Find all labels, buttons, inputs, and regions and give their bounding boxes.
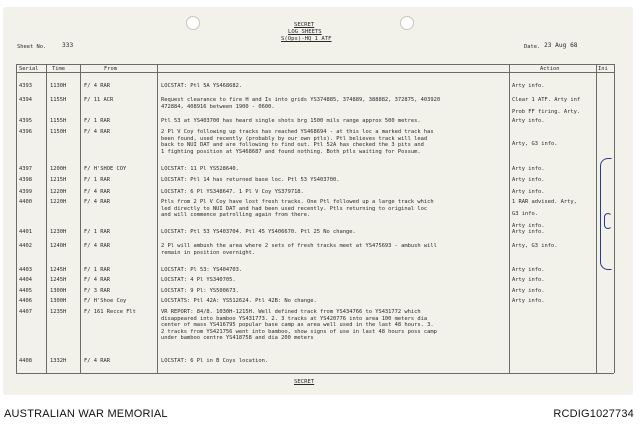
entry-action: Arty info.: [512, 118, 545, 124]
entry-text-line: disappeared into bamboo YS431773. 2. 3 tracks at YS420776 into area 100 meters dia: [161, 315, 428, 322]
entry-action: Arty info.: [512, 277, 545, 283]
entry-serial: 4394: [19, 97, 32, 103]
entry-serial: 4407: [19, 309, 32, 315]
entry-time: 1245H: [50, 277, 67, 283]
entry-serial: 4395: [19, 118, 32, 124]
col-rule: [80, 64, 81, 373]
entry-serial: 4400: [19, 199, 32, 205]
entry-serial: 4402: [19, 243, 32, 249]
entry-action: Arty info.: [512, 298, 545, 304]
entry-from: F/ 1 RAR: [84, 177, 110, 183]
entry-text-line: back to NUI DAT and are following to find out. Ptl 52A has checked the 3 pits and: [161, 142, 424, 149]
entry-from: F/ 4 RAR: [84, 83, 110, 89]
handwritten-numeral-mark: [604, 213, 612, 229]
entry-from: F/ 4 RAR: [84, 243, 110, 249]
entry-time: 1332H: [50, 358, 67, 364]
entry-text-line: led directly to NUI DAT and had been used recently. Ptls returning to original loc: [161, 205, 428, 212]
table-bottom-rule: [16, 373, 614, 374]
entry-text-line: LOCSTAT: 6 Pl in B Coys location.: [161, 358, 269, 364]
sheet-subtitle: S(Ops)-HQ 1 ATF: [281, 36, 332, 42]
entry-from: F/ 11 ACR: [84, 97, 114, 103]
entry-time: 1155H: [50, 97, 67, 103]
entry-time: 1230H: [50, 229, 67, 235]
entry-from: F/ 3 RAR: [84, 288, 110, 294]
date-label: Date.: [524, 44, 541, 50]
entry-action: Arty info.: [512, 83, 545, 89]
entry-serial: 4398: [19, 177, 32, 183]
entry-time: 1220H: [50, 199, 67, 205]
entry-text-line: LOCSTAT: 9 Pl: YS500673.: [161, 288, 239, 294]
col-rule: [509, 64, 510, 373]
entry-text-line: LOCSTATS: Ptl 42A: YS512624. Ptl 42B: No change.: [161, 298, 317, 304]
entry-serial: 4406: [19, 298, 32, 304]
entry-text-line: remain in position overnight.: [161, 249, 256, 256]
entry-from: F/ 4 RAR: [84, 277, 110, 283]
entry-time: 1245H: [50, 267, 67, 273]
entry-text-line: 472884, 408916 between 1900 - 0600.: [161, 103, 275, 110]
entry-from: F/ 4 RAR: [84, 199, 110, 205]
entry-time: 1235H: [50, 309, 67, 315]
sheet-no-label: Sheet No.: [17, 44, 47, 50]
entry-time: 1150H: [50, 129, 67, 135]
entry-from: F/ H'SHOE COY: [84, 166, 127, 172]
date-value: 23 Aug 68: [544, 42, 578, 49]
entry-serial: 4393: [19, 83, 32, 89]
entry-text-line: LOCSTAT: Pl 53: YS404703.: [161, 267, 243, 273]
col-rule: [157, 64, 158, 373]
entry-serial: 4396: [19, 129, 32, 135]
entry-action: Prob FF firing. Arty.: [512, 109, 581, 115]
col-header-ini: Ini: [598, 66, 608, 72]
entry-serial: 4401: [19, 229, 32, 235]
entry-text-line: 2 Pl will ambush the area where 2 sets of fresh tracks meet at YS475693 - ambush will: [161, 243, 437, 249]
col-rule: [46, 64, 47, 373]
punch-hole: [186, 16, 200, 30]
entry-action: G3 info.: [512, 211, 538, 217]
entry-time: 1130H: [50, 83, 67, 89]
classification-bottom: SECRET: [294, 379, 315, 385]
entry-from: F/ 4 RAR: [84, 189, 110, 195]
entry-text-line: VR REPORT: 84/8. 1030H-1215H. Well defined track from YS434766 to YS431772 which: [161, 309, 421, 315]
entry-serial: 4397: [19, 166, 32, 172]
entry-text-line: 2 Pl V Coy following up tracks has reached YS468694 - at this loc a marked track has: [161, 129, 434, 135]
entry-text-line: 1 fighting position at YS468687 and found nothing. Both ptls waiting for Possum.: [161, 148, 421, 155]
col-header-action: Action: [540, 66, 560, 72]
entry-action: Arty, G3 info.: [512, 141, 558, 147]
punch-hole: [400, 16, 414, 30]
entry-action: Arty info.: [512, 166, 545, 172]
entry-time: 1240H: [50, 243, 67, 249]
entry-text-line: and will commence patrolling again from there.: [161, 212, 311, 219]
entry-action: Arty info.: [512, 229, 545, 235]
entry-text-line: LOCSTAT: Ptl 5A YS468682.: [161, 83, 243, 89]
entry-from: F/ H'Shoe Coy: [84, 298, 127, 304]
col-rule: [16, 64, 17, 373]
table-top-rule: [16, 64, 614, 65]
entry-from: F/ 1 RAR: [84, 267, 110, 273]
sheet-no-value: 333: [62, 42, 74, 49]
entry-text-line: Request clearance to fire H and Is into grids YS374885, 374889, 388882, 372875, 403920: [161, 97, 441, 103]
entry-text-line: Ptl 53 at YS403700 has heard single shots brg 1500 mils range approx 500 metres.: [161, 118, 421, 124]
entry-text-line: under bamboo centre YS418758 and dia 200 meters: [161, 335, 314, 342]
entry-action: Arty info.: [512, 189, 545, 195]
entry-text-line: 2 tracks from YS421756 went into bamboo, show signs of use in last 48 hours poss camp: [161, 328, 437, 335]
entry-time: 1155H: [50, 118, 67, 124]
entry-serial: 4399: [19, 189, 32, 195]
col-rule: [596, 64, 597, 373]
entry-time: 1215H: [50, 177, 67, 183]
entry-time: 1200H: [50, 166, 67, 172]
entry-action: Arty, G3 info.: [512, 243, 558, 249]
entry-text-line: LOCSTAT: 11 Pl YS528640.: [161, 166, 239, 172]
archive-footer-right: RCDIG1027734: [553, 408, 634, 420]
entry-time: 1300H: [50, 298, 67, 304]
entry-action: 1 RAR advised. Arty,: [512, 199, 577, 205]
entry-from: F/ 1 RAR: [84, 118, 110, 124]
entry-action: Arty info.: [512, 267, 545, 273]
entry-text-line: Ptls from 2 Pl V Coy have lost fresh tracks. One Ptl followed up a large track which: [161, 199, 434, 205]
entry-from: F/ 4 RAR: [84, 358, 110, 364]
entry-serial: 4405: [19, 288, 32, 294]
classification-top: SECRET: [294, 22, 315, 28]
entry-text-line: been found, used recently (probably by our own ptls). Ptl believes track will lead: [161, 135, 428, 142]
entry-text-line: center of mass YS416795 popular base camp as area well used in the last 48 hours. 3.: [161, 322, 434, 329]
entry-text-line: LOCSTAT: 4 Pl YS340705.: [161, 277, 236, 283]
entry-action: Arty info.: [512, 177, 545, 183]
log-sheet-page: [4, 8, 632, 394]
archive-footer-left: AUSTRALIAN WAR MEMORIAL: [4, 408, 168, 420]
entry-text-line: LOCSTAT: Ptl 53 YS403704. Ptl 45 YS406670. Ptl 25 No change.: [161, 229, 356, 235]
entry-text-line: LOCSTAT: Ptl 14 has returned base loc. Ptl 53 YS403700.: [161, 177, 340, 183]
entry-action: Arty info.: [512, 288, 545, 294]
entry-from: F/ 161 Recce Flt: [84, 309, 136, 315]
entry-serial: 4403: [19, 267, 32, 273]
entry-from: F/ 1 RAR: [84, 229, 110, 235]
entry-action: Clear 1 ATF. Arty inf: [512, 97, 581, 103]
entry-text-line: LOCSTAT: 6 Pl YS348647. 1 Pl V Coy YS379718.: [161, 189, 304, 195]
entry-time: 1220H: [50, 189, 67, 195]
col-rule: [614, 64, 615, 373]
header-bottom-rule: [16, 72, 614, 73]
col-header-from: From: [104, 66, 117, 72]
sheet-title: LOG SHEETS: [288, 29, 322, 35]
entry-serial: 4404: [19, 277, 32, 283]
entry-action: Arty info.: [512, 223, 545, 229]
col-header-time: Time: [52, 66, 65, 72]
entry-time: 1300H: [50, 288, 67, 294]
entry-from: F/ 4 RAR: [84, 129, 110, 135]
entry-serial: 4408: [19, 358, 32, 364]
col-header-serial: Serial: [19, 66, 39, 72]
